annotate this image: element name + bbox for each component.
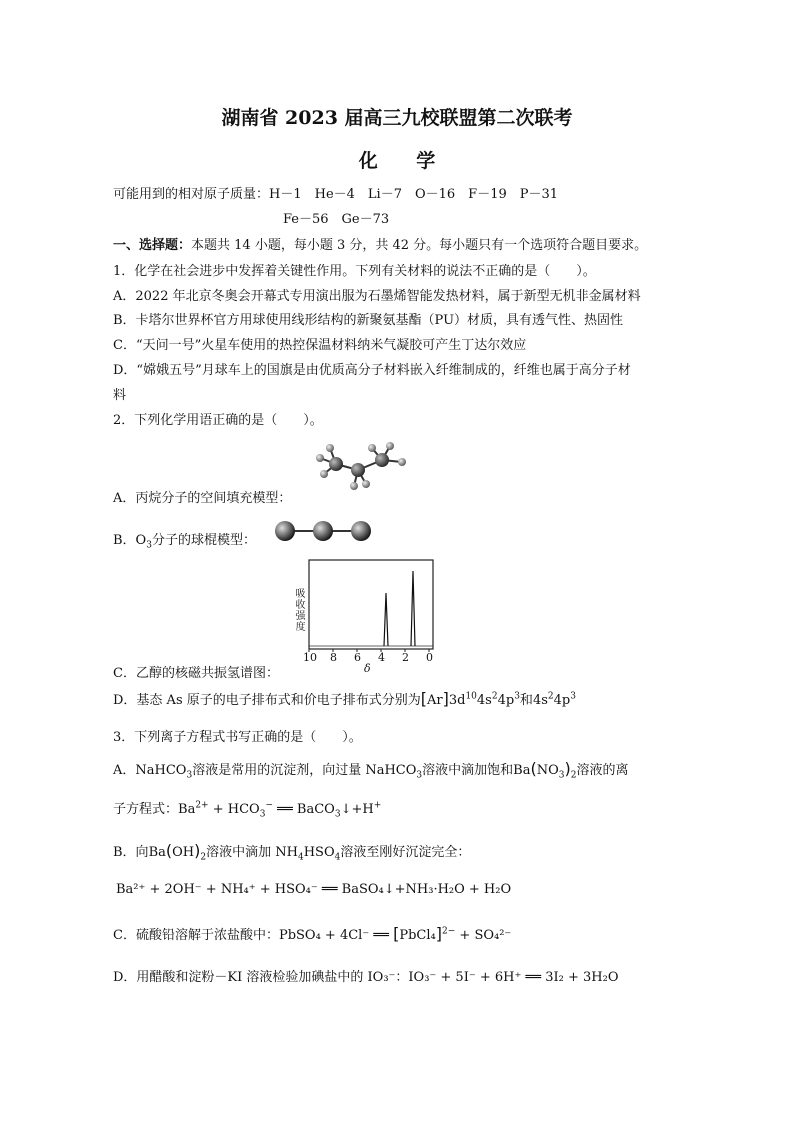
q3-a-eq-h-sup: + [373,800,382,811]
nmr-xlabel: δ [364,662,371,675]
q2-option-d-ar: Ar [427,693,443,708]
q2-d-conf2-b: 4p [553,693,571,708]
q3-stem: 3．下列离子方程式书写正确的是（ ）。 [113,730,362,745]
section-heading [113,234,647,253]
q2-d-conf1-b: 4s [476,693,492,708]
q2-d-conf2-a-sup: 2 [547,691,554,702]
nmr-xtick-4: 4 [378,651,385,664]
q3-a-eq-plus: + HCO [208,802,260,817]
q3-a-eq-prod: BaCO [296,802,335,817]
q2-d-conf1-a-sup: 10 [465,691,477,702]
q3-c-pre: C．硫酸铅溶解于浓盐酸中： [113,928,279,943]
q3-c-sup: 2− [442,926,456,937]
q2-d-conf1-c: 4p [497,693,515,708]
q3-option-a-eq [113,798,382,820]
q3-d-pre: D．用醋酸和淀粉－KI 溶液检验加碘盐中的 IO₃⁻： [113,970,409,985]
q2-option-c: C．乙醇的核磁共振氢谱图： [113,666,279,681]
q3-a-no3: NO [536,763,559,778]
nmr-xtick-6: 6 [354,651,361,664]
q3-a-eq-arrow: ══ [273,802,297,817]
q2-option-b [113,529,256,551]
q2-option-d-pre: D．基态 As 原子的电子排布式和价电子排布式分别为 [113,693,421,708]
q3-a-ba: Ba [513,763,531,778]
section-heading-label: 一、选择题： [113,238,192,253]
q3-a-s1: 3 [186,770,193,781]
atomic-masses-label: 可能用到的相对原子质量： [113,187,270,202]
q1-option-a: A．2022 年北京冬奥会开幕式专用演出服为石墨烯智能发热材料，属于新型无机非金属材料 [113,289,641,304]
q1-option-d: D．“嫦娥五号”月球车上的国旗是由优质高分子材料嵌入纤维制成的，纤维也属于高分子材 [113,363,631,378]
q2-d-conf1-a: 3d [448,693,466,708]
nmr-ylabel: 吸收强度 [293,588,304,632]
q3-b-mid: 溶液中滴加 NH [206,845,298,860]
q3-a-eq-prod-sub: 3 [334,809,341,820]
q3-option-b-eq: Ba²⁺ + 2OH⁻ + NH₄⁺ + HSO₄⁻ ══ BaSO₄↓+NH₃·H₂O + H₂O [116,882,512,897]
q3-c-eq2: + SO₄²⁻ [455,928,512,943]
q3-a-mid: 溶液是常用的沉淀剂，向过量 NaHCO [192,763,417,778]
q3-a-pre: A．NaHCO [113,763,187,778]
q2-option-a: A．丙烷分子的空间填充模型： [113,491,292,506]
atomic-masses-values-1: H－1 He－4 Li－7 O－16 F－19 P－31 [269,187,559,202]
q3-a-eq-hco3-sup: − [265,800,273,811]
q3-c-eq1: PbSO₄ + 4Cl⁻ ══ [278,928,394,943]
q3-a-s3: 3 [558,770,565,781]
q2-stem: 2．下列化学用语正确的是（ ）。 [113,413,323,428]
atomic-masses-values-2: Fe－56 Ge－73 [283,212,390,227]
atomic-masses-row-1 [113,183,558,202]
q3-option-a: A．NaHCO$_3$溶液是常用的沉淀剂，向过量 NaHCO$_3$溶液中滴加饱和$Ba(NO_3)_2$溶液的离 [113,759,629,781]
q2-d-conf1-b-sup: 2 [491,691,498,702]
q3-a-eq-ba-sup: 2+ [195,800,209,811]
section-heading-desc: 本题共 14 小题，每小题 3 分，共 42 分。每小题只有一个选项符合题目要求。 [191,238,648,253]
propane-model-image [306,440,416,496]
q2-option-b-post: 分子的球棍模型： [151,533,256,548]
q1-stem: 1．化学在社会进步中发挥着关键性作用。下列有关材料的说法不正确的是（ ）。 [113,264,596,279]
q3-b-mid2: HSO [303,845,335,860]
q2-option-d: D．基态 As 原子的电子排布式和价电子排布式分别为$[Ar]3d^{10}4s^24p^3$和$4s^24p^3$ [113,689,576,708]
q3-b-ba: Ba [148,845,166,860]
q3-b-oh: OH [172,845,195,860]
ozone-model-image [273,516,373,546]
exam-subject: 化 学 [358,150,452,172]
q3-d-eq: IO₃⁻ + 5I⁻ + 6H⁺ ══ 3I₂ + 3H₂O [408,970,619,985]
q3-option-c: C．硫酸铅溶解于浓盐酸中：PbSO₄ + 4Cl⁻ ══ [PbCl₄]$^{2-}$ + SO₄²⁻ [113,924,512,943]
q2-d-and: 和 [519,693,533,708]
q3-a-end: 溶液的离 [576,763,629,778]
q1-option-b: B．卡塔尔世界杯官方用球使用线形结构的新聚氨基酯（PU）材质，具有透气性、热固性 [113,313,624,328]
nmr-xtick-10: 10 [303,651,317,664]
q3-a-mid2: 溶液中滴加饱和 [422,763,514,778]
q2-option-b-pre: B．O [113,533,147,548]
q2-d-conf2-a: 4s [532,693,548,708]
q3-b-end: 溶液至刚好沉淀完全： [340,845,471,860]
q3-a-eq-ba: Ba [178,802,196,817]
q2-option-b-sub: 3 [146,540,152,551]
q3-b-s2: 4 [297,852,304,863]
q3-option-d [113,966,619,985]
nmr-xtick-0: 0 [426,651,433,664]
q3-a-s2: 3 [416,770,423,781]
q1-option-d-cont: 料 [113,388,127,403]
q3-a-line2: 子方程式： [113,802,179,817]
q3-c-pbcl: PbCl₄ [399,928,436,943]
q3-a-s4: 2 [570,770,577,781]
q2-d-conf1-c-sup: 3 [514,691,520,702]
q3-b-s3: 4 [334,852,341,863]
q3-b-s1: 2 [200,852,207,863]
q3-b-pre: B．向 [113,845,149,860]
q2-d-conf2-b-sup: 3 [570,691,576,702]
exam-title: 湖南省 2023 届高三九校联盟第二次联考 [221,107,573,129]
q1-option-c: C．“天问一号”火星车使用的热控保温材料纳米气凝胶可产生丁达尔效应 [113,338,527,353]
q3-a-eq-hco3-sub: 3 [259,809,266,820]
nmr-xtick-8: 8 [330,651,337,664]
q3-option-b: B．向$Ba(OH)_2$溶液中滴加 $NH_4HSO_4$溶液至刚好沉淀完全： [113,841,471,863]
q3-a-eq-down: ↓+H [340,802,374,817]
nmr-xtick-2: 2 [402,651,409,664]
